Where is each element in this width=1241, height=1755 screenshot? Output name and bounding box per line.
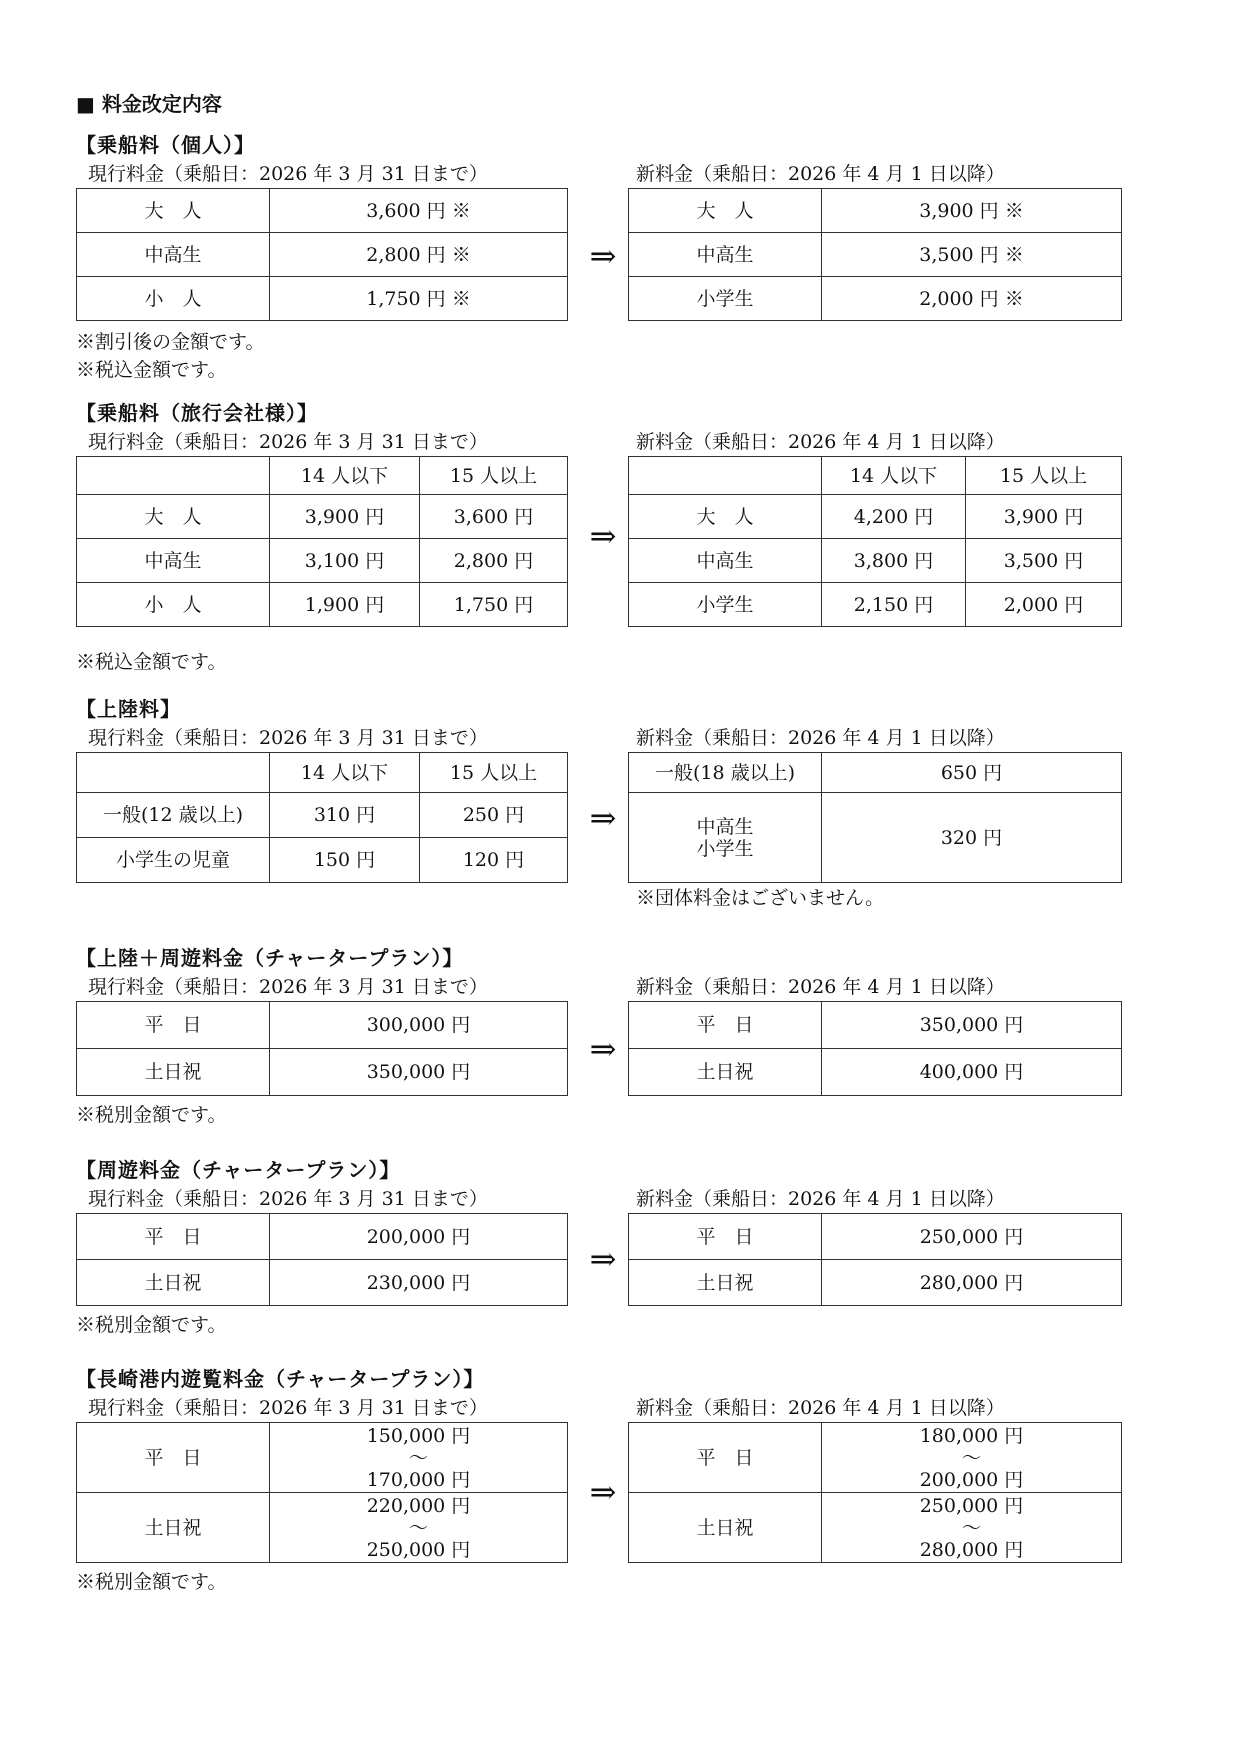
arrow-icon: ⇒ (589, 799, 617, 837)
current-fee-caption: 現行料金（乗船日：2026 年 3 月 31 日まで） (88, 1397, 488, 1419)
row-label: 中高生 (77, 233, 270, 277)
table-row (629, 189, 1122, 233)
table-row (629, 1049, 1122, 1096)
price-cell: 250 円 (420, 793, 568, 838)
price-cell: 4,200 円 (822, 495, 966, 539)
table-row (77, 1260, 568, 1306)
current-fee-table (76, 1213, 568, 1306)
table-row (77, 495, 568, 539)
new-fee-table (628, 1213, 1122, 1306)
price-cell: 3,900 円 (966, 495, 1122, 539)
header-cell (77, 457, 270, 495)
table-header-row (77, 457, 568, 495)
price-from: 180,000 円 (919, 1424, 1024, 1447)
table-row (77, 233, 568, 277)
price-cell: 3,600 円 ※ (270, 189, 568, 233)
row-label: 平 日 (629, 1214, 822, 1260)
table-row (629, 793, 1122, 883)
row-label: 土日祝 (629, 1493, 822, 1563)
table-row (629, 495, 1122, 539)
price-cell: 310 円 (270, 793, 420, 838)
header-cell: 15 人以上 (966, 457, 1122, 495)
row-label: 平 日 (77, 1002, 270, 1049)
tilde-symbol: ～ (408, 1446, 428, 1469)
table-row (629, 1423, 1122, 1493)
current-fee-caption: 現行料金（乗船日：2026 年 3 月 31 日まで） (88, 727, 488, 749)
current-fee-caption: 現行料金（乗船日：2026 年 3 月 31 日まで） (88, 163, 488, 185)
price-cell: 3,100 円 (270, 539, 420, 583)
price-cell: 150 円 (270, 838, 420, 883)
price-from: 250,000 円 (919, 1494, 1024, 1517)
table-row (77, 277, 568, 321)
row-label: 平 日 (629, 1002, 822, 1049)
section-title: 【上陸料】 (76, 697, 181, 721)
row-label: 平 日 (77, 1214, 270, 1260)
price-cell: 2,000 円 ※ (822, 277, 1122, 321)
new-fee-caption: 新料金（乗船日：2026 年 4 月 1 日以降） (636, 727, 1005, 749)
note-discount: ※割引後の金額です。 (76, 331, 265, 353)
price-cell: 280,000 円 (822, 1260, 1122, 1306)
new-fee-table (628, 1422, 1122, 1563)
section-title: 【乗船料（個人）】 (76, 133, 255, 157)
row-label: 土日祝 (77, 1493, 270, 1563)
table-row (77, 1002, 568, 1049)
table-row (629, 233, 1122, 277)
new-fee-table (628, 456, 1122, 627)
tilde-symbol: ～ (408, 1516, 428, 1539)
price-cell: 230,000 円 (270, 1260, 568, 1306)
current-fee-caption: 現行料金（乗船日：2026 年 3 月 31 日まで） (88, 431, 488, 453)
row-label: 一般(18 歳以上) (629, 753, 822, 793)
price-cell: 400,000 円 (822, 1049, 1122, 1096)
current-fee-table (76, 752, 568, 883)
price-to: 280,000 円 (919, 1538, 1024, 1561)
new-fee-caption: 新料金（乗船日：2026 年 4 月 1 日以降） (636, 163, 1005, 185)
price-range-cell (822, 1423, 1122, 1493)
arrow-icon: ⇒ (589, 1473, 617, 1511)
note-no-group-rate: ※団体料金はございません。 (636, 887, 885, 909)
note-tax-included: ※税込金額です。 (76, 651, 227, 673)
price-cell: 2,000 円 (966, 583, 1122, 627)
new-fee-caption: 新料金（乗船日：2026 年 4 月 1 日以降） (636, 1397, 1005, 1419)
row-label: 小学生の児童 (77, 838, 270, 883)
row-label: 小学生 (629, 583, 822, 627)
section-title: 【周遊料金（チャータープラン）】 (76, 1158, 401, 1182)
table-row (77, 1214, 568, 1260)
price-cell: 3,900 円 (270, 495, 420, 539)
row-label: 大 人 (77, 495, 270, 539)
header-cell (629, 457, 822, 495)
price-range-cell (822, 1493, 1122, 1563)
tilde-symbol: ～ (961, 1516, 981, 1539)
section-landing-cruise-charter (76, 943, 1126, 1126)
table-row (629, 1002, 1122, 1049)
page-title: ■ 料金改定内容 (76, 92, 222, 116)
note-tax-excluded: ※税別金額です。 (76, 1571, 227, 1593)
note-tax-excluded: ※税別金額です。 (76, 1314, 227, 1336)
price-cell: 1,750 円 ※ (270, 277, 568, 321)
arrow-icon: ⇒ (589, 1240, 617, 1278)
table-row (77, 1423, 568, 1493)
row-label (629, 793, 822, 883)
new-fee-table (628, 1001, 1122, 1096)
price-cell: 300,000 円 (270, 1002, 568, 1049)
price-cell: 3,500 円 (966, 539, 1122, 583)
current-fee-caption: 現行料金（乗船日：2026 年 3 月 31 日まで） (88, 1188, 488, 1210)
section-boarding-individual (76, 130, 1126, 381)
arrow-icon: ⇒ (589, 237, 617, 275)
header-cell: 14 人以下 (822, 457, 966, 495)
row-label: 大 人 (629, 189, 822, 233)
price-cell: 2,800 円 ※ (270, 233, 568, 277)
new-fee-caption: 新料金（乗船日：2026 年 4 月 1 日以降） (636, 431, 1005, 453)
table-row (629, 1214, 1122, 1260)
current-fee-table (76, 1422, 568, 1563)
price-cell: 3,600 円 (420, 495, 568, 539)
row-label: 平 日 (629, 1423, 822, 1493)
row-label: 平 日 (77, 1423, 270, 1493)
price-cell: 320 円 (822, 793, 1122, 883)
price-range-cell (270, 1493, 568, 1563)
table-row (629, 583, 1122, 627)
arrow-icon: ⇒ (589, 1030, 617, 1068)
row-label: 土日祝 (629, 1049, 822, 1096)
section-title: 【上陸＋周遊料金（チャータープラン）】 (76, 946, 464, 970)
section-landing-fee (76, 694, 1126, 909)
header-cell (77, 753, 270, 793)
row-label: 大 人 (629, 495, 822, 539)
section-cruise-charter (76, 1155, 1126, 1336)
table-row (77, 539, 568, 583)
current-fee-table (76, 456, 568, 627)
table-row (629, 1260, 1122, 1306)
current-fee-table (76, 188, 568, 321)
table-row (629, 753, 1122, 793)
price-cell: 1,750 円 (420, 583, 568, 627)
price-cell: 3,500 円 ※ (822, 233, 1122, 277)
new-fee-caption: 新料金（乗船日：2026 年 4 月 1 日以降） (636, 976, 1005, 998)
price-cell: 250,000 円 (822, 1214, 1122, 1260)
row-label: 中高生 (77, 539, 270, 583)
price-cell: 350,000 円 (822, 1002, 1122, 1049)
new-fee-table (628, 188, 1122, 321)
price-cell: 3,900 円 ※ (822, 189, 1122, 233)
price-to: 250,000 円 (366, 1538, 471, 1561)
price-range-cell (270, 1423, 568, 1493)
header-cell: 15 人以上 (420, 753, 568, 793)
header-cell: 15 人以上 (420, 457, 568, 495)
row-label: 中高生 (629, 539, 822, 583)
row-label: 一般(12 歳以上) (77, 793, 270, 838)
table-row (629, 539, 1122, 583)
section-title: 【乗船料（旅行会社様）】 (76, 401, 318, 425)
table-row (629, 1493, 1122, 1563)
price-cell: 2,800 円 (420, 539, 568, 583)
section-boarding-travel-agency (76, 398, 1126, 673)
row-label: 小 人 (77, 277, 270, 321)
current-fee-table (76, 1001, 568, 1096)
price-to: 170,000 円 (366, 1468, 471, 1491)
table-header-row (77, 753, 568, 793)
tilde-symbol: ～ (961, 1446, 981, 1469)
header-cell: 14 人以下 (270, 457, 420, 495)
price-cell: 3,800 円 (822, 539, 966, 583)
price-cell: 1,900 円 (270, 583, 420, 627)
new-fee-caption: 新料金（乗船日：2026 年 4 月 1 日以降） (636, 1188, 1005, 1210)
table-row (77, 583, 568, 627)
table-row (77, 838, 568, 883)
table-row (77, 1049, 568, 1096)
price-cell: 200,000 円 (270, 1214, 568, 1260)
table-row (77, 189, 568, 233)
price-from: 150,000 円 (366, 1424, 471, 1447)
row-label: 小学生 (629, 277, 822, 321)
table-row (629, 277, 1122, 321)
row-label: 土日祝 (77, 1260, 270, 1306)
label-line: 小学生 (696, 837, 754, 860)
header-cell: 14 人以下 (270, 753, 420, 793)
table-row (77, 793, 568, 838)
label-line: 中高生 (696, 815, 754, 838)
new-fee-table (628, 752, 1122, 883)
current-fee-caption: 現行料金（乗船日：2026 年 3 月 31 日まで） (88, 976, 488, 998)
section-nagasaki-harbor-charter (76, 1364, 1126, 1593)
price-cell: 2,150 円 (822, 583, 966, 627)
price-cell: 120 円 (420, 838, 568, 883)
price-cell: 350,000 円 (270, 1049, 568, 1096)
note-tax-excluded: ※税別金額です。 (76, 1104, 227, 1126)
price-from: 220,000 円 (366, 1494, 471, 1517)
table-header-row (629, 457, 1122, 495)
row-label: 小 人 (77, 583, 270, 627)
note-tax-included: ※税込金額です。 (76, 359, 227, 381)
row-label: 土日祝 (629, 1260, 822, 1306)
row-label: 中高生 (629, 233, 822, 277)
section-title: 【長崎港内遊覧料金（チャータープラン）】 (76, 1367, 485, 1391)
price-cell: 650 円 (822, 753, 1122, 793)
price-to: 200,000 円 (919, 1468, 1024, 1491)
table-row (77, 1493, 568, 1563)
row-label: 大 人 (77, 189, 270, 233)
row-label: 土日祝 (77, 1049, 270, 1096)
arrow-icon: ⇒ (589, 517, 617, 555)
